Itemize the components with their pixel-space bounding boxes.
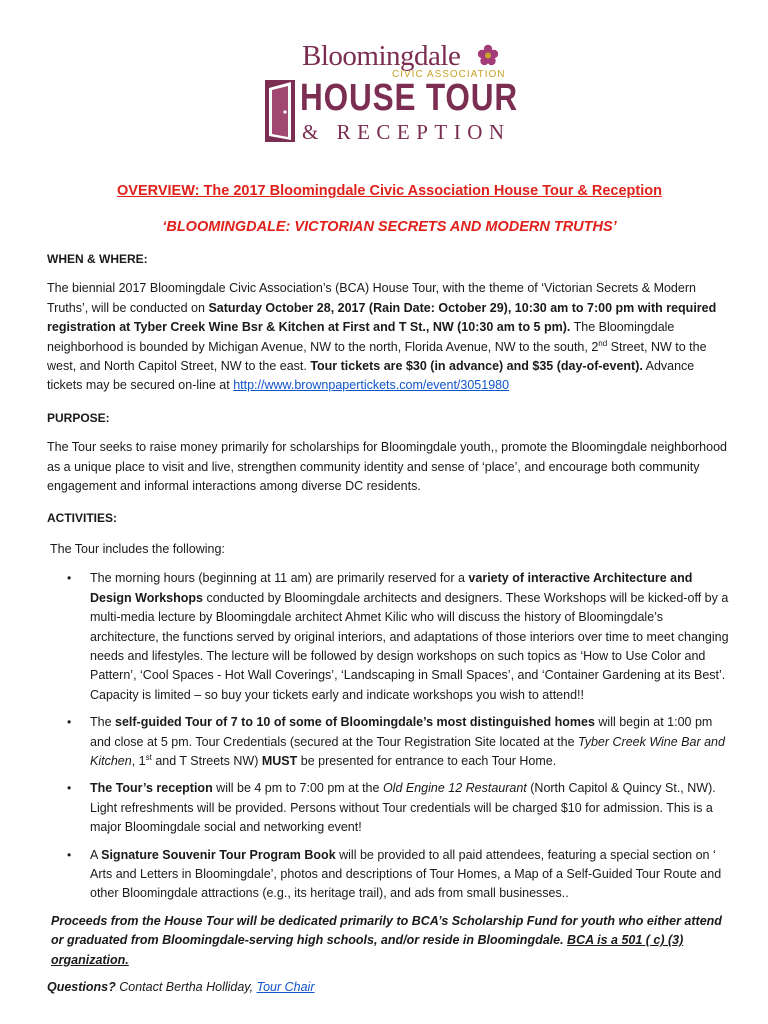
logo-reception-text: & RECEPTION xyxy=(302,120,511,144)
door-icon xyxy=(265,80,295,142)
bullet-icon: • xyxy=(67,781,72,796)
flower-icon xyxy=(477,44,499,66)
overview-title: OVERVIEW: The 2017 Bloomingdale Civic Association House Tour & Reception xyxy=(117,183,662,199)
tour-chair-link[interactable]: Tour Chair xyxy=(256,980,315,994)
activities-list xyxy=(47,569,732,904)
list-item: • A Signature Souvenir Tour Program Book will be provided to all paid attendees, featuring a special section on ‘ Arts and Letters in Bloomingdale’, photos and descriptions of Tour Homes, a Map of a Self-Guided Tour Route and other Bloomingdale attractions (e.g., its heritage trail), and ads from small businesses.. xyxy=(67,847,722,901)
document-body xyxy=(47,181,732,997)
activities-heading: ACTIVITIES: xyxy=(47,511,118,526)
bullet-icon: • xyxy=(67,571,72,586)
bullet-icon: • xyxy=(67,847,72,862)
when-where-heading: WHEN & WHERE: xyxy=(47,252,148,266)
when-where-paragraph: The biennial 2017 Bloomingdale Civic Association’s (BCA) House Tour, with the theme of ‘Victorian Secrets & Modern Truths’, will be conducted on Saturday October 28, 2017 (Rain Date: October 29), 10:30 am to 7:00 pm with required registration at Tyber Creek Wine Bsr & Kitchen at First and T St., NW (10:30 am to 5 pm). The Bloomingdale neighborhood is bounded by Michigan Avenue, NW to the north, Florida Avenue, NW to the south, 2nd Street, NW to the west, and North Capitol Street, NW to the east. Tour tickets are $30 (in advance) and $35 (day-of-event). Advance tickets may be secured on-line at http://www.brownpapertickets.com/event/3051980 xyxy=(47,281,717,393)
bullet-icon: • xyxy=(67,715,72,730)
closing-statement: Proceeds from the House Tour will be dedicated primarily to BCA’s Scholarship Fund for youth who either attend or graduated from Bloomingdale-serving high schools, and/or reside in Bloomingdale. BCA is a 501 ( c) (3) organization. xyxy=(51,913,722,967)
logo-house-tour-text: HOUSE TOUR xyxy=(300,77,519,119)
house-tour-logo xyxy=(0,36,768,146)
list-item: • The morning hours (beginning at 11 am) are primarily reserved for a variety of interactive Architecture and Design Workshops conducted by Bloomingdale architects and designers. These Workshops will be kicked-off by a multi-media lecture by Bloomingdale architect Ahmet Kilic who will discuss the history of Bloomingdale’s architecture, the functions served by original interiors, and adaptations of those interiors over time to meet changing needs and lifestyles. The lecture will be followed by design workshops on such topics as ‘How to Use Color and Pattern’, ‘Cool Spaces - Hot Wall Coverings’, ‘Landscaping in Small Spaces’, and ‘Container Gardening at its Best’. Capacity is limited – so buy your tickets early and indicate workshops you wish to attend!! xyxy=(67,571,729,702)
purpose-paragraph: The Tour seeks to raise money primarily for scholarships for Bloomingdale youth,, promote the Bloomingdale neighborhood as a unique place to visit and live, strengthen community identity and sense of ‘place’, and encourage both community engagement and informal interactions among diverse DC residents. xyxy=(47,440,727,494)
list-item: • The self-guided Tour of 7 to 10 of some of Bloomingdale’s most distinguished homes will begin at 1:00 pm and close at 5 pm. Tour Credentials (secured at the Tour Registration Site located at the Tyber Creek Wine Bar and Kitchen, 1st and T Streets NW) MUST be presented for entrance to each Tour Home. xyxy=(67,715,725,768)
logo-brand-text: Bloomingdale xyxy=(302,40,461,72)
tickets-link[interactable]: http://www.brownpapertickets.com/event/3051980 xyxy=(233,378,510,393)
list-item: • The Tour’s reception will be 4 pm to 7:00 pm at the Old Engine 12 Restaurant (North Capitol & Quincy St., NW). Light refreshments will be provided. Persons without Tour credentials will be charged $10 for admission. This is a major Bloomingdale social and networking event! xyxy=(67,781,716,835)
logo-association-text: CIVIC ASSOCIATION xyxy=(392,69,506,80)
theme-subtitle: ‘BLOOMINGDALE: VICTORIAN SECRETS AND MODERN TRUTHS’ xyxy=(162,219,617,235)
activities-intro: The Tour includes the following: xyxy=(50,541,225,556)
purpose-heading: PURPOSE: xyxy=(47,410,110,425)
questions-line: Questions? Contact Bertha Holliday, Tour Chair xyxy=(47,980,315,994)
